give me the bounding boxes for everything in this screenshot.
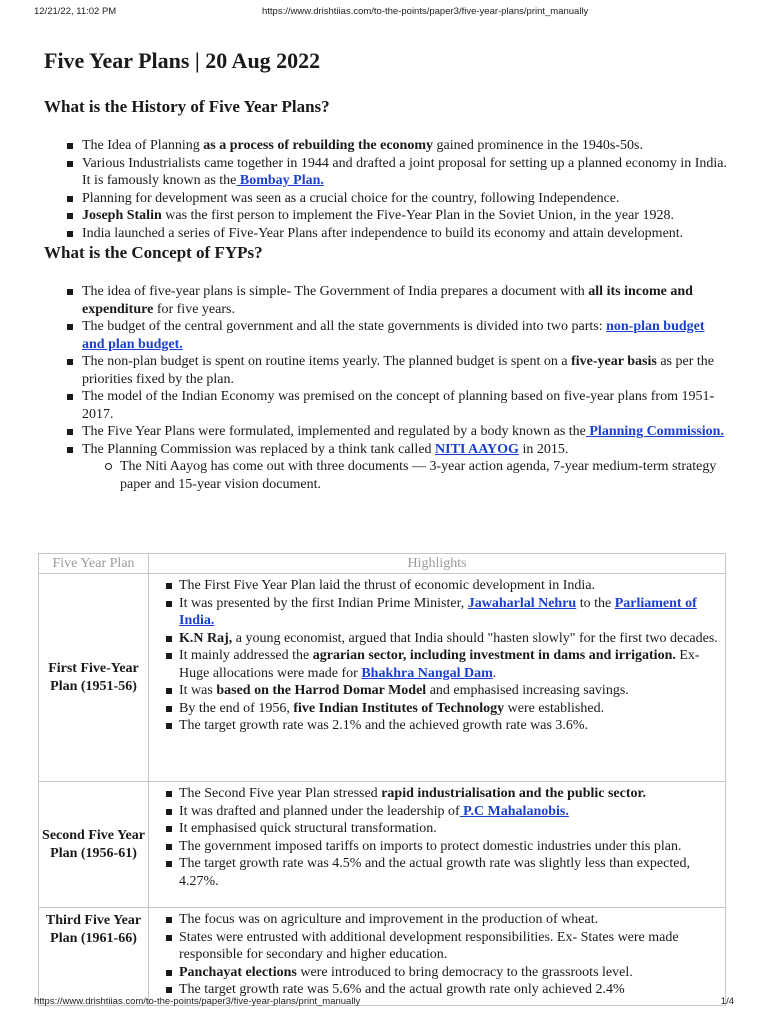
- bold-text: rapid industrialisation and the public sector.: [381, 786, 646, 801]
- text: By the end of 1956,: [179, 700, 294, 716]
- text: It was drafted and planned under the leadership of: [179, 803, 460, 819]
- history-list: [44, 137, 728, 242]
- list-item: The target growth rate was 2.1% and the achieved growth rate was 3.6%.: [149, 717, 725, 735]
- table-row: [39, 574, 726, 782]
- highlights-cell: [149, 782, 726, 908]
- concept-list: [44, 283, 728, 493]
- bold-text: as a process of rebuilding the economy: [203, 138, 434, 153]
- list-item: [44, 283, 728, 318]
- highlights-list: [149, 785, 725, 890]
- list-item: [44, 388, 728, 423]
- parliament-link[interactable]: Parliament of India.: [179, 595, 697, 628]
- footer-url: https://www.drishtiias.com/to-the-points/paper3/five-year-plans/print_manually: [34, 996, 361, 1007]
- bold-text: based on the Harrod Domar Model: [216, 683, 427, 698]
- table-row: [39, 908, 726, 1006]
- text: It was: [179, 683, 217, 698]
- jawaharlal-nehru-link[interactable]: Jawaharlal Nehru: [467, 595, 577, 611]
- list-item: States were entrusted with additional development responsibilities. Ex- States were made responsible for secondary and higher education.: [149, 929, 725, 964]
- text: The non-plan budget is spent on routine items yearly. The planned budget is spent on a: [82, 354, 572, 369]
- budget-link[interactable]: non-plan budget and plan budget.: [82, 319, 705, 352]
- bhakhra-nangal-dam-link[interactable]: Bhakhra Nangal Dam: [361, 665, 493, 681]
- planning-commission-link[interactable]: Planning Commission.: [585, 424, 724, 439]
- list-item: [44, 353, 728, 388]
- list-item: The target growth rate was 5.6% and the actual growth rate only achieved 2.4%: [149, 981, 725, 999]
- bold-text: five Indian Institutes of Technology: [293, 700, 505, 716]
- niti-aayog-link[interactable]: NITI AAYOG: [435, 441, 519, 457]
- print-header: [0, 6, 768, 20]
- bold-text: K.N Raj,: [179, 630, 233, 646]
- highlights-cell: [149, 908, 726, 1006]
- text: .: [492, 665, 497, 681]
- mahalanobis-link[interactable]: P.C Mahalanobis.: [459, 803, 569, 819]
- text: The Second Five year Plan stressed: [179, 786, 382, 801]
- text: The idea of five-year plans is simple- The Government of India prepares a document with: [82, 284, 589, 299]
- highlights-cell: [149, 574, 726, 782]
- list-item: [149, 785, 725, 803]
- list-item: [149, 700, 725, 718]
- list-item: [44, 207, 728, 225]
- text: The budget of the central government and all the state governments is divided into two parts:: [82, 319, 607, 334]
- table-row: [39, 782, 726, 908]
- bold-text: Joseph Stalin: [82, 208, 162, 223]
- bold-text: all its income and expenditure: [82, 284, 693, 317]
- column-header-plan: Five Year Plan: [39, 554, 149, 574]
- plan-name-third: Third Five Year Plan (1961-66): [39, 908, 149, 1006]
- list-item: The target growth rate was 4.5% and the actual growth rate was slightly less than expected, 4.27%.: [149, 855, 725, 890]
- list-item: [149, 595, 725, 630]
- bold-text: -: [709, 389, 715, 404]
- sub-list-item: The Niti Aayog has come out with three documents — 3-year action agenda, 7-year medium-term strategy paper and 15-year vision document.: [82, 458, 728, 493]
- bold-text: Panchayat elections: [179, 964, 297, 980]
- list-item: [44, 423, 728, 441]
- list-item: [149, 803, 725, 821]
- text: was the first person to implement the Five-Year Plan in the Soviet Union, in the year 1928.: [161, 208, 674, 223]
- concept-heading: What is the Concept of FYPs?: [44, 243, 263, 262]
- table-header-row: [39, 554, 726, 574]
- text: a young economist, argued that India should "hasten slowly" for the first two decades.: [232, 630, 718, 646]
- list-item: [44, 441, 728, 494]
- bombay-plan-link[interactable]: Bombay Plan.: [236, 173, 324, 188]
- list-item: It emphasised quick structural transformation.: [149, 820, 725, 838]
- text: Ex- Huge allocations were made for: [179, 648, 700, 681]
- text: to the: [576, 595, 615, 611]
- plan-name-second: Second Five Year Plan (1956-61): [39, 782, 149, 908]
- page-title: Five Year Plans | 20 Aug 2022: [44, 48, 321, 73]
- highlights-list: [149, 577, 725, 735]
- list-item: [44, 155, 728, 190]
- text: as per the priorities fixed by the plan.: [82, 354, 714, 387]
- list-item: India launched a series of Five-Year Plans after independence to build its economy and attain development.: [44, 225, 728, 243]
- text: The Five Year Plans were formulated, implemented and regulated by a body known as the: [82, 424, 586, 439]
- bold-text: five-year basis: [571, 354, 657, 369]
- bold-text: agrarian sector, including investment in dams and irrigation.: [312, 648, 676, 663]
- text: and emphasised increasing savings.: [426, 683, 629, 698]
- list-item: The First Five Year Plan laid the thrust of economic development in India.: [149, 577, 725, 595]
- list-item: [149, 647, 725, 682]
- plan-name-first: First Five-Year Plan (1951-56): [39, 574, 149, 782]
- text: The Idea of Planning: [82, 138, 204, 153]
- list-item: [44, 318, 728, 353]
- history-heading: What is the History of Five Year Plans?: [44, 97, 330, 116]
- print-datetime: 12/21/22, 11:02 PM: [34, 6, 117, 17]
- highlights-list: [149, 911, 725, 999]
- list-item: [149, 630, 725, 648]
- page-indicator: 1/4: [720, 996, 734, 1007]
- print-footer: [0, 996, 768, 1010]
- list-item: [149, 964, 725, 982]
- text: It mainly addressed the: [179, 648, 313, 663]
- list-item: [149, 682, 725, 700]
- text: The Planning Commission was replaced by a think tank called: [82, 441, 436, 457]
- text: were introduced to bring democracy to the grassroots level.: [296, 964, 633, 980]
- list-item: The focus was on agriculture and improvement in the production of wheat.: [149, 911, 725, 929]
- plans-table: [38, 553, 726, 1006]
- text: Various Industrialists came together in 1944 and drafted a joint proposal for setting up a planned economy in India. It is famously known as the: [82, 155, 728, 188]
- text: 2017.: [82, 406, 114, 422]
- list-item: [44, 137, 728, 155]
- list-item: The government imposed tariffs on imports to protect domestic industries under this plan.: [149, 838, 725, 856]
- article: [44, 48, 728, 493]
- sub-list: [82, 458, 728, 493]
- text: for five years.: [153, 301, 235, 317]
- list-item: Planning for development was seen as a crucial choice for the country, following Independence.: [44, 190, 728, 208]
- print-url: https://www.drishtiias.com/to-the-points/paper3/five-year-plans/print_manually: [262, 6, 589, 17]
- text: were established.: [504, 700, 605, 716]
- text: gained prominence in the 1940s-50s.: [433, 138, 643, 153]
- column-header-highlights: Highlights: [149, 554, 726, 574]
- text: It was presented by the first Indian Prime Minister,: [179, 595, 468, 611]
- text: in 2015.: [518, 441, 569, 457]
- text: The model of the Indian Economy was premised on the concept of planning based on five-year plans from 1951: [82, 389, 710, 404]
